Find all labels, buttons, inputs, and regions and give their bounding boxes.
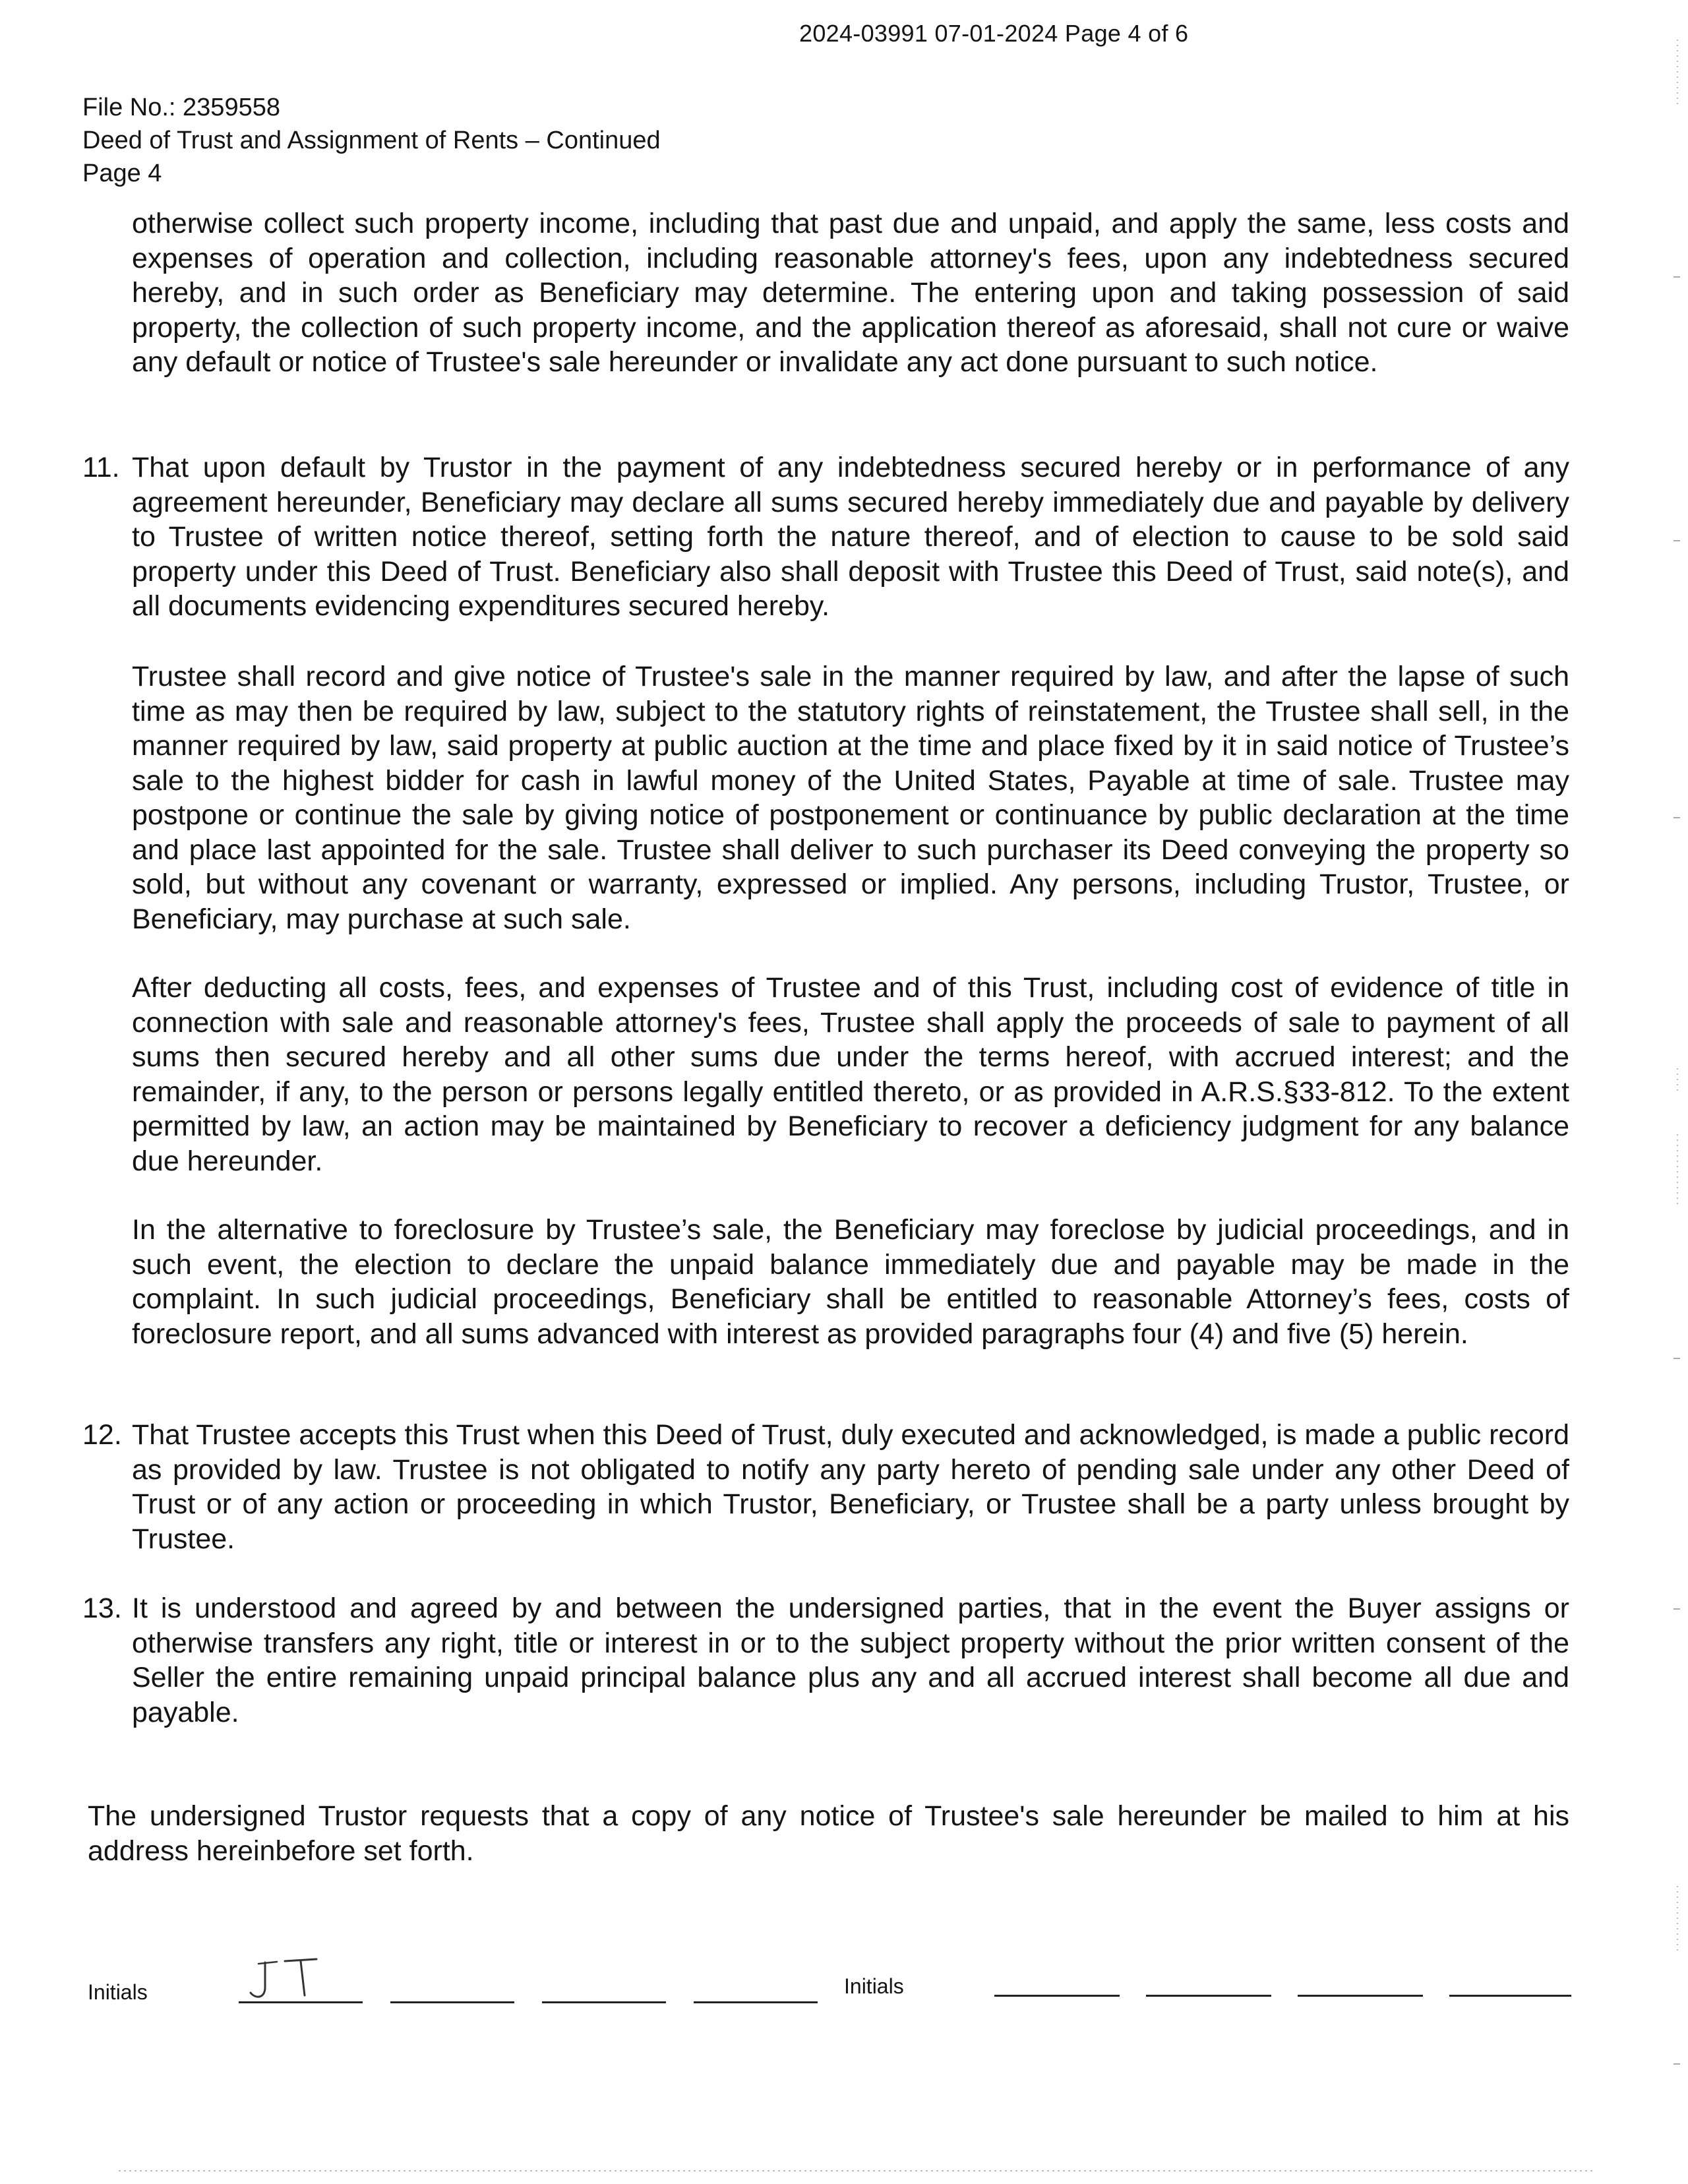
closing-statement: The undersigned Trustor requests that a copy of any notice of Trustee's sale hereunder be mailed to him at his address hereinbefore set forth. [88,1800,1569,1867]
handwritten-initials-signature [239,1956,338,2006]
file-header [82,91,661,190]
item-11-paragraph-proceeds: After deducting all costs, fees, and expenses of Trustee and of this Trust, including cost of evidence of title in connection with sale and reasonable attorney's fees, Trustee shall apply the proceeds of sale to payment of all sums then secured hereby and all other sums due under the terms hereof, with accrued interest; and the remainder, if any, to the person or persons legally entitled thereto, or as provided in A.R.S.§33-812. To the extent permitted by law, an action may be maintained by Beneficiary to recover a deficiency judgment for any balance due hereunder. [132,972,1569,1177]
item-11-paragraph-trustee-sale: Trustee shall record and give notice of Trustee's sale in the manner required by law, and after the lapse of such time as may then be required by law, subject to the statutory rights of reinstatement, the Trustee shall sell, in the manner required by law, said property at public auction at the time and place fixed by it in said notice of Trustee’s sale to the highest bidder for cash in lawful money of the United States, Payable at time of sale. Trustee may postpone or continue the sale by giving notice of postponement or continuance by public declaration at the time and place last appointed for the sale. Trustee shall deliver to such purchaser its Deed conveying the property so sold, but without any covenant or warranty, expressed or implied. Any persons, including Trustor, Trustee, or Beneficiary, may purchase at such sale. [132,661,1569,935]
item-text: It is understood and agreed by and between the undersigned parties, that in the event the Buyer assigns or otherwise transfers any right, title or interest in or to the subject property without the prior written consent of the Seller the entire remaining unpaid principal balance plus any and all accrued interest shall become all due and payable. [132,1592,1569,1728]
item-text: That Trustee accepts this Trust when this Deed of Trust, duly executed and acknowledged, is made a public record as provided by law. Trustee is not obligated to notify any party hereto of pending sale under any other Deed of Trust or of any action or proceeding in which Trustor, Beneficiary, or Trustee shall be a party unless brought by Trustee. [132,1419,1569,1555]
initials-line[interactable] [1449,1995,1571,1997]
item-number: 12. [82,1419,122,1451]
item-11-paragraph-judicial-foreclosure: In the alternative to foreclosure by Trustee’s sale, the Beneficiary may foreclose by judicial proceedings, and in such event, the election to declare the unpaid balance immediately due and payable may be made in the complaint. In such judicial proceedings, Beneficiary shall be entitled to reasonable Attorney’s fees, costs of foreclosure report, and all sums advanced with interest as provided paragraphs four (4) and five (5) herein. [132,1214,1569,1350]
item-number: 11. [82,452,120,483]
item-13 [82,1591,1569,1730]
page-reference: 2024-03991 07-01-2024 Page 4 of 6 [799,20,1189,47]
item-number: 13. [82,1592,122,1624]
item-11 [82,450,1569,624]
item-text: That upon default by Trustor in the payment of any indebtedness secured hereby or in performance of any agreement hereunder, Beneficiary may declare all sums secured hereby immediately due and payable by delivery to Trustee of written notice thereof, setting forth the nature thereof, and of election to cause to be sold said property under this Deed of Trust. Beneficiary also shall deposit with Trustee this Deed of Trust, said note(s), and all documents evidencing expenditures secured hereby. [132,452,1569,622]
continued-paragraph: otherwise collect such property income, including that past due and unpaid, and apply the same, less costs and expenses of operation and collection, including reasonable attorney's fees, upon any indebtedness secured hereby, and in such order as Beneficiary may determine. The entering upon and taking possession of said property, the collection of such property income, and the application thereof as aforesaid, shall not cure or waive any default or notice of Trustee's sale hereunder or invalidate any act done pursuant to such notice. [132,208,1569,378]
file-number: File No.: 2359558 [82,94,280,121]
scan-edge-artifact [1662,0,1688,2184]
page-label: Page 4 [82,160,162,187]
initials-line[interactable] [542,2001,666,2003]
scan-bottom-artifact [119,2169,1596,2172]
item-12 [82,1418,1569,1556]
document-title: Deed of Trust and Assignment of Rents – Continued [82,127,661,154]
initials-label-left: Initials [88,1980,148,2004]
initials-line[interactable] [239,2001,363,2003]
initials-label-right: Initials [844,1974,904,1998]
initials-line[interactable] [1298,1995,1423,1997]
initials-line[interactable] [1146,1995,1271,1997]
initials-line[interactable] [994,1995,1120,1997]
initials-line[interactable] [694,2001,818,2003]
initials-line[interactable] [390,2001,514,2003]
